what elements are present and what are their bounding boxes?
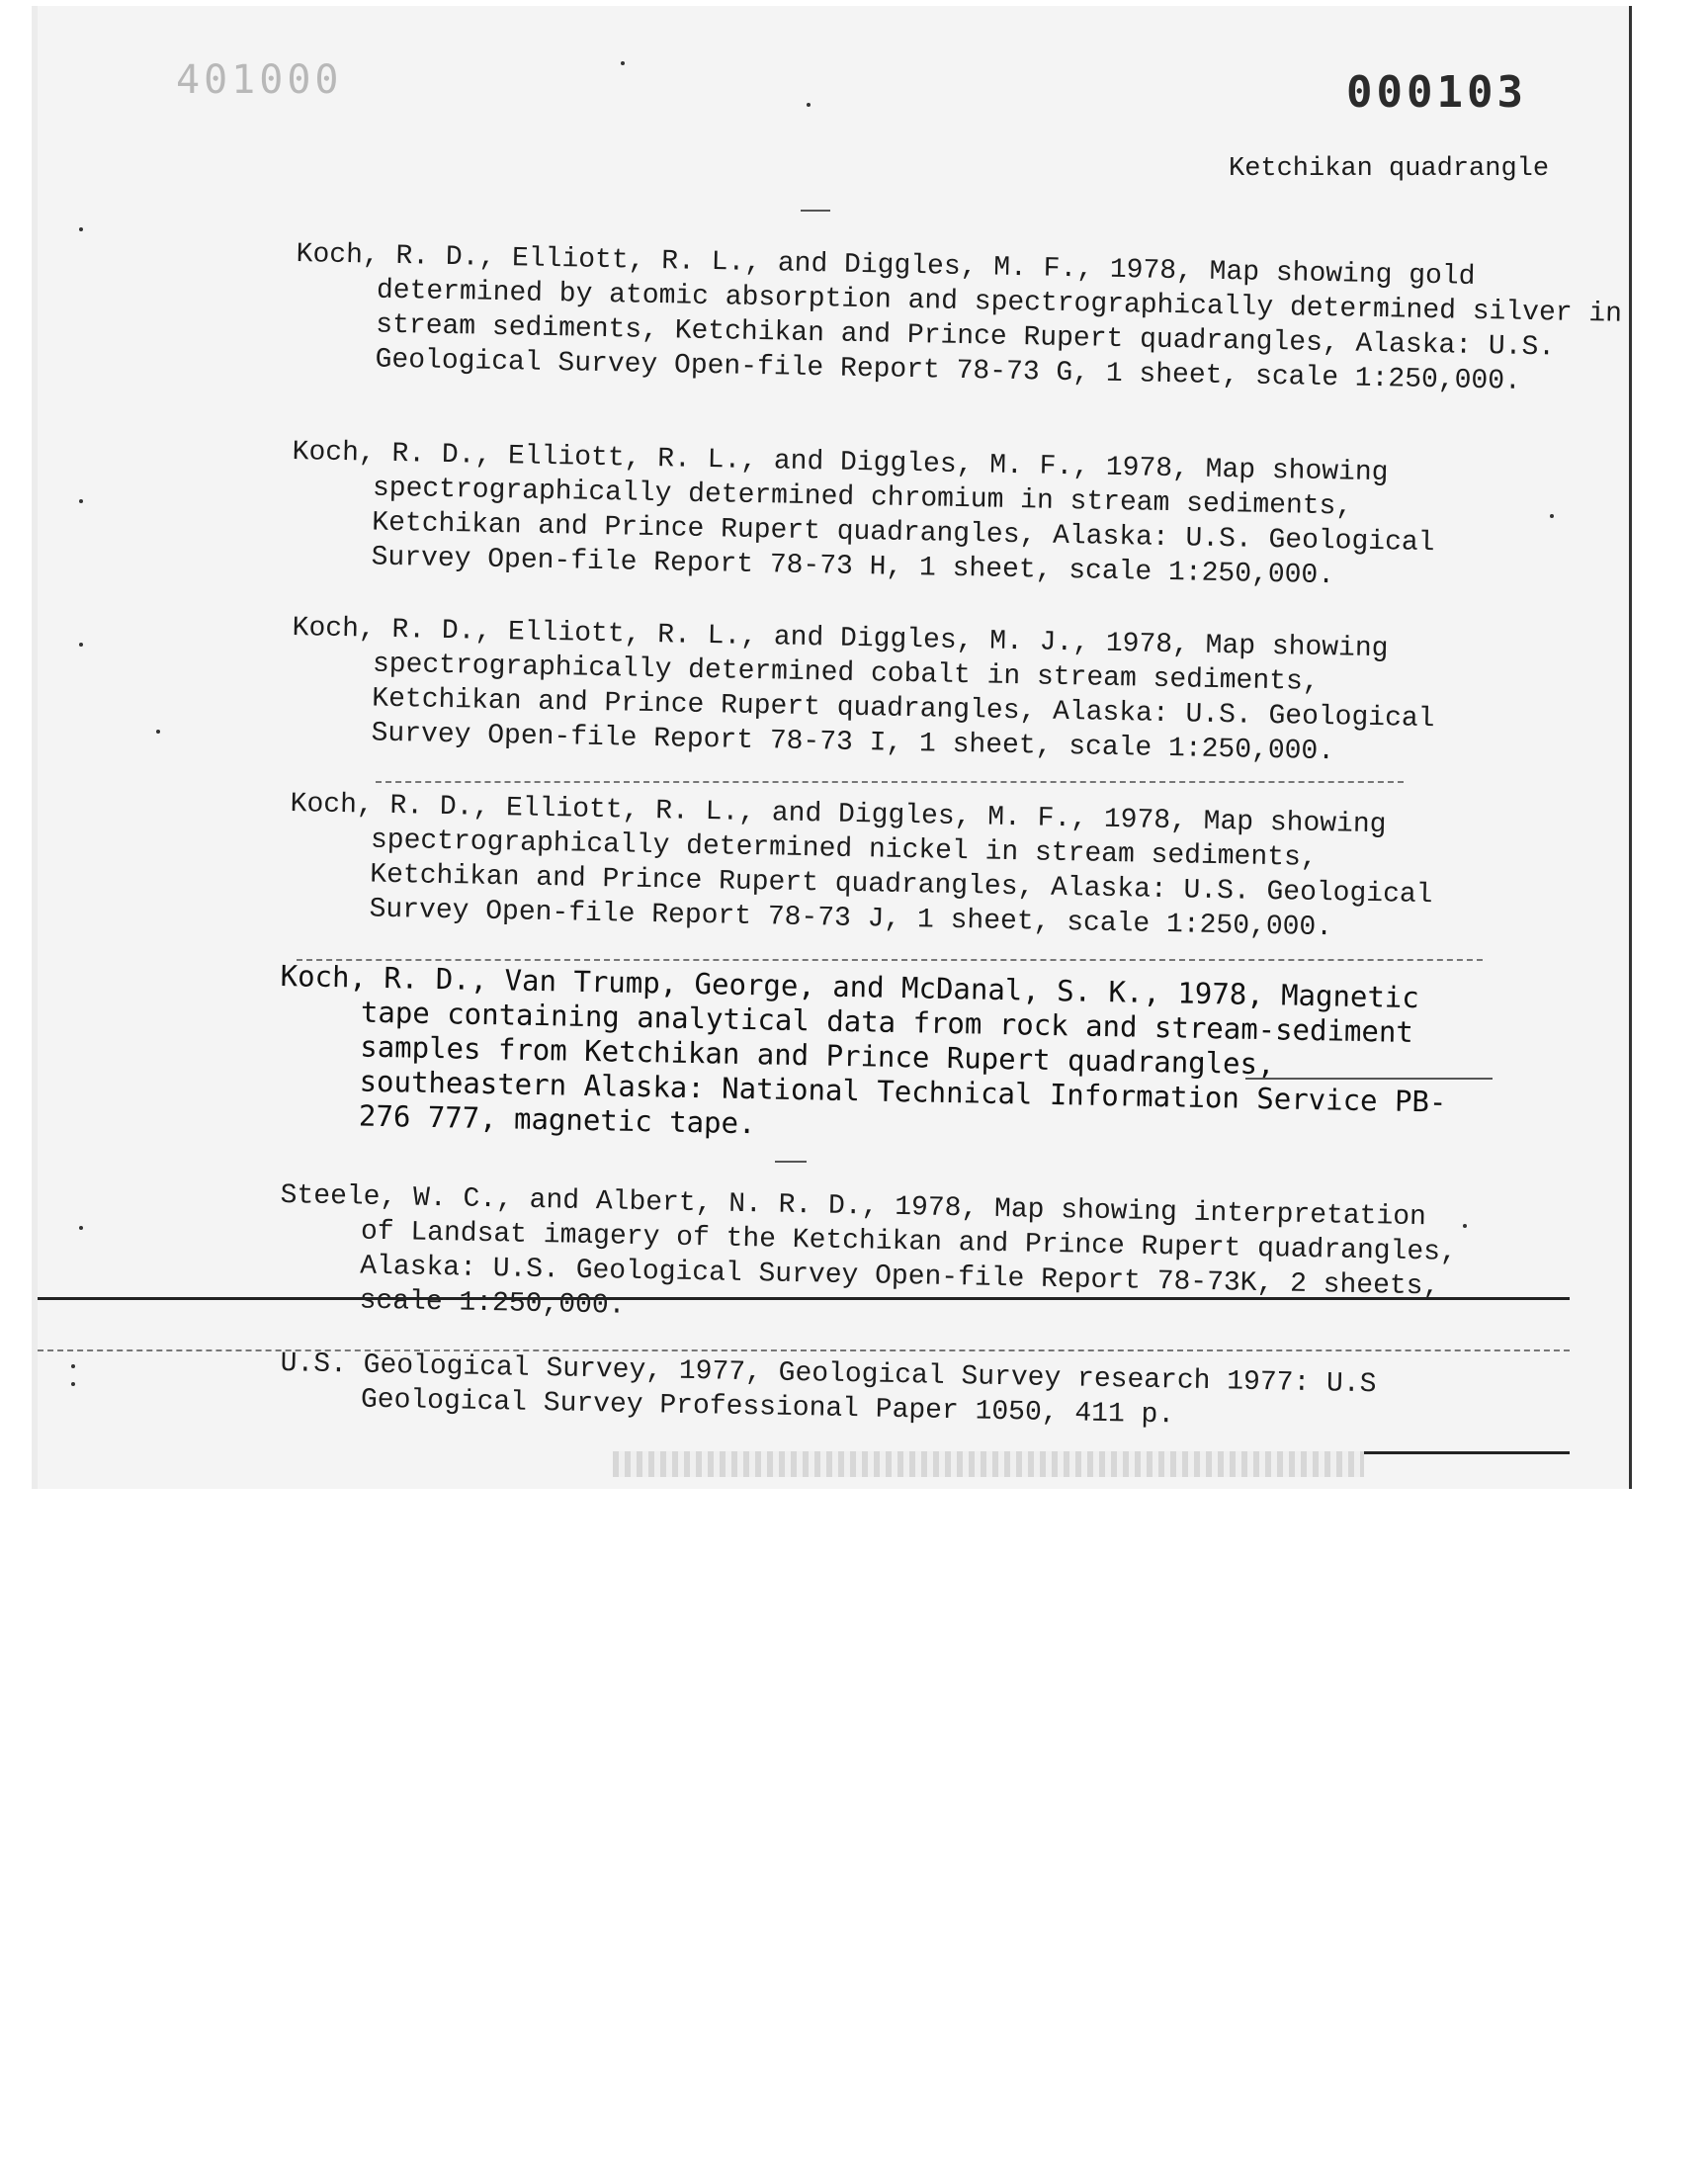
scan-speck bbox=[1463, 1224, 1467, 1228]
reference-entry: U.S. Geological Survey, 1977, Geological Survey research 1977: U.S Geological Survey Professional Paper 1050, 411 p. bbox=[280, 1348, 1377, 1432]
reference-entry: Koch, R. D., Elliott, R. L., and Diggles, M. F., 1978, Map showing gold determined by atomic absorption and spectrographically determined silver in stream sediments, Ketchikan and Prince Rupert quadrangles, Alaska: U.S. Geological Survey Open-file Report 78-73 G, 1 sheet, scale 1:250,000. bbox=[296, 238, 1623, 397]
scan-speck bbox=[79, 227, 83, 231]
scan-speck bbox=[1550, 514, 1554, 518]
faint-stamp-number: 401000 bbox=[176, 57, 343, 103]
scan-smudge bbox=[613, 1451, 1364, 1477]
reference-entry: Koch, R. D., Elliott, R. L., and Diggles, M. J., 1978, Map showing spectrographically determined cobalt in stream sediments, Ketchikan and Prince Rupert quadrangles, Alaska: U.S. Geological Survey Open-file Report 78-73 I, 1 sheet, scale 1:250,000. bbox=[292, 612, 1435, 768]
scan-line bbox=[297, 959, 1483, 961]
scan-speck bbox=[79, 643, 83, 647]
divider bbox=[775, 1161, 807, 1163]
scan-speck bbox=[71, 1382, 75, 1386]
scan-speck bbox=[79, 499, 83, 503]
reference-entry: Koch, R. D., Van Trump, George, and McDanal, S. K., 1978, Magnetic tape containing analytical data from rock and stream-sediment samples from Ketchikan and Prince Rupert quadrangles, southeastern Alaska: National Technical Information Service PB-276 777, magnetic tape. bbox=[280, 959, 1447, 1141]
scan-speck bbox=[156, 730, 160, 734]
reference-entry: Steele, W. C., and Albert, N. R. D., 1978, Map showing interpretation of Landsat imagery of the Ketchikan and Prince Rupert quadrangles, Alaska: U.S. Geological Survey Open-file Report 78-73K, 2 sheets, scale 1:250,000. bbox=[280, 1179, 1458, 1322]
scan-speck bbox=[621, 61, 625, 65]
scan-line bbox=[38, 1349, 1570, 1351]
reference-entry: Koch, R. D., Elliott, R. L., and Diggles, M. F., 1978, Map showing spectrographically determined nickel in stream sediments, Ketchikan and Prince Rupert quadrangles, Alaska: U.S. Geological Survey Open-file Report 78-73 J, 1 sheet, scale 1:250,000. bbox=[290, 788, 1433, 944]
page-number: 000103 bbox=[1346, 67, 1527, 118]
scan-speck bbox=[79, 1226, 83, 1230]
scan-speck bbox=[807, 103, 811, 107]
scan-line bbox=[38, 1297, 1570, 1300]
scan-line bbox=[376, 781, 1404, 783]
scan-line bbox=[1245, 1078, 1493, 1080]
quadrangle-label: Ketchikan quadrangle bbox=[1229, 154, 1550, 184]
scan-speck bbox=[71, 1364, 75, 1368]
divider bbox=[801, 210, 830, 212]
reference-entry: Koch, R. D., Elliott, R. L., and Diggles, M. F., 1978, Map showing spectrographically determined chromium in stream sediments, Ketchikan and Prince Rupert quadrangles, Alaska: U.S. Geological Survey Open-file Report 78-73 H, 1 sheet, scale 1:250,000. bbox=[292, 436, 1435, 592]
